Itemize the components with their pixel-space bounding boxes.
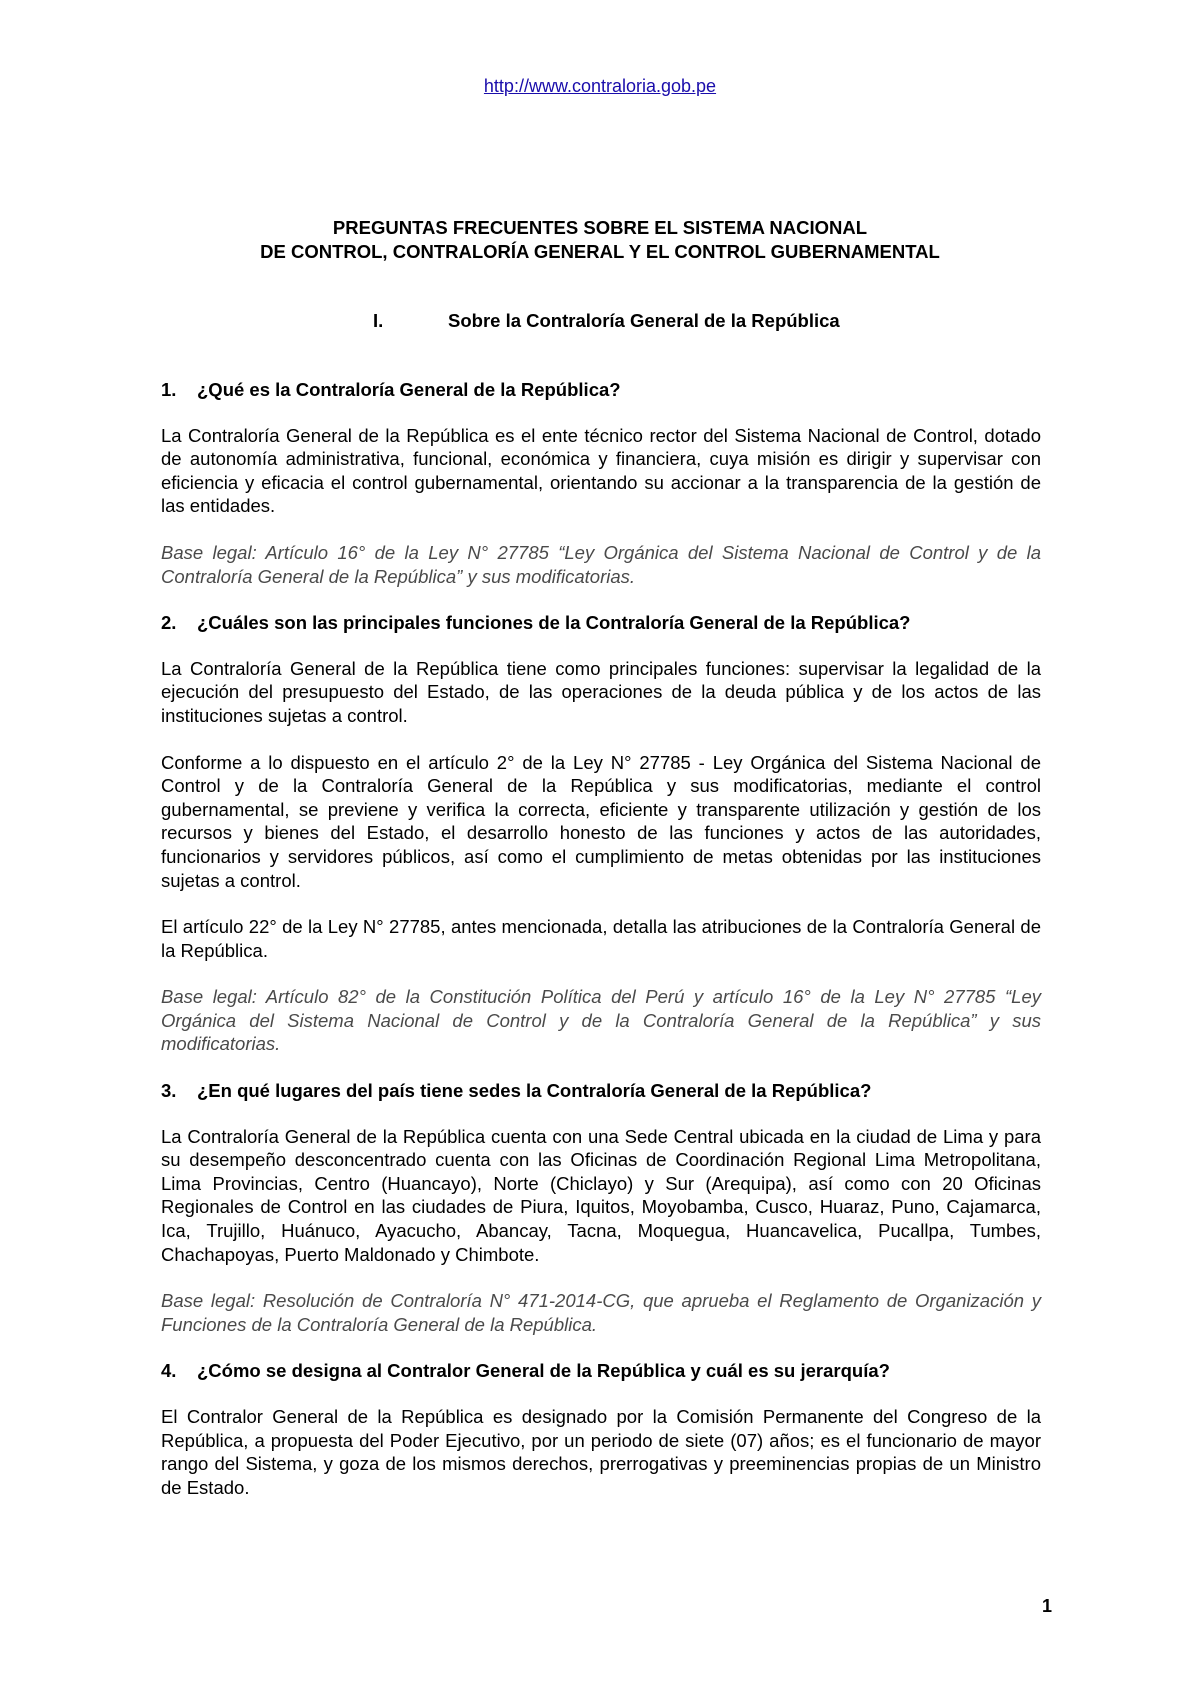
question-number: 2. xyxy=(161,612,177,634)
question-heading xyxy=(161,378,1041,402)
answer-paragraph: La Contraloría General de la República tiene como principales funciones: supervisar la legalidad de la ejecución del presupuesto del Estado, de las operaciones de la deuda pública y de los actos de las instituciones sujetas a control. xyxy=(161,657,1041,726)
contraloria-link[interactable]: http://www.contraloria.gob.pe xyxy=(483,76,717,96)
title-line-1: PREGUNTAS FRECUENTES SOBRE EL SISTEMA NACIONAL xyxy=(332,217,868,238)
legal-basis: Base legal: Artículo 16° de la Ley N° 27785 “Ley Orgánica del Sistema Nacional de Control y de la Contraloría General de la República” y sus modificatorias. xyxy=(161,541,1041,587)
answer-paragraph: La Contraloría General de la República es el ente técnico rector del Sistema Nacional de Control, dotado de autonomía administrativa, funcional, económica y financiera, cuya misión es dirigir y supervisar con eficiencia y eficacia el control gubernamental, orientando su accionar a la transparencia de la gestión de las entidades. xyxy=(161,424,1041,517)
page-number: 1 xyxy=(1042,1596,1053,1616)
question-heading xyxy=(161,611,1041,635)
answer-paragraph: Conforme a lo dispuesto en el artículo 2° de la Ley N° 27785 - Ley Orgánica del Sistema Nacional de Control y de la Contraloría General de la República y sus modificatorias, mediante el control gubernamental, se previene y verifica la correcta, eficiente y transparente utilización y gestión de los recursos y bienes del Estado, el desarrollo honesto de las funciones y actos de las autoridades, funcionarios y servidores públicos, así como el cumplimiento de metas obtenidas por las instituciones sujetas a control. xyxy=(161,751,1041,891)
legal-basis: Base legal: Resolución de Contraloría N° 471-2014-CG, que aprueba el Reglamento de Organización y Funciones de la Contraloría General de la República. xyxy=(161,1290,1041,1335)
question-number: 1. xyxy=(161,379,177,400)
document-title xyxy=(0,216,1200,264)
question-text: ¿Cómo se designa al Contralor General de la República y cuál es su jerarquía? xyxy=(197,1360,890,1382)
answer-paragraph: El artículo 22° de la Ley N° 27785, antes mencionada, detalla las atribuciones de la Contraloría General de la República. xyxy=(161,916,1041,961)
legal-basis: Base legal: Artículo 82° de la Constitución Política del Perú y artículo 16° de la Ley N° 27785 “Ley Orgánica del Sistema Nacional de Control y de la Contraloría General de la República” y sus modificatorias. xyxy=(161,986,1041,1055)
section-title: Sobre la Contraloría General de la República xyxy=(448,310,840,331)
question-text: ¿Cuáles son las principales funciones de la Contraloría General de la República? xyxy=(197,612,911,634)
title-line-2: DE CONTROL, CONTRALORÍA GENERAL Y EL CONTROL GUBERNAMENTAL xyxy=(260,241,940,262)
question-text: ¿En qué lugares del país tiene sedes la Contraloría General de la República? xyxy=(197,1080,872,1102)
question-heading xyxy=(161,1359,1041,1383)
question-text: ¿Qué es la Contraloría General de la República? xyxy=(197,379,621,400)
question-heading xyxy=(161,1079,1041,1103)
faq-content xyxy=(161,378,1041,1522)
question-number: 4. xyxy=(161,1360,177,1382)
question-number: 3. xyxy=(161,1080,177,1102)
answer-paragraph: La Contraloría General de la República cuenta con una Sede Central ubicada en la ciudad de Lima y para su desempeño desconcentrado cuenta con las Oficinas de Coordinación Regional Lima Metropolitana, Lima Provincias, Centro (Huancayo), Norte (Chiclayo) y Sur (Arequipa), así como con 20 Oficinas Regionales de Control en las ciudades de Piura, Iquitos, Moyobamba, Cusco, Huaraz, Puno, Cajamarca, Ica, Trujillo, Huánuco, Ayacucho, Abancay, Tacna, Moquegua, Huancavelica, Pucallpa, Tumbes, Chachapoyas, Puerto Maldonado y Chimbote. xyxy=(161,1125,1041,1265)
section-number: I. xyxy=(373,310,384,331)
answer-paragraph: El Contralor General de la República es designado por la Comisión Permanente del Congreso de la República, a propuesta del Poder Ejecutivo, por un periodo de siete (07) años; es el funcionario de mayor rango del Sistema, y goza de los mismos derechos, prerrogativas y preeminencias propias de un Ministro de Estado. xyxy=(161,1406,1041,1498)
header-url xyxy=(0,76,1200,97)
